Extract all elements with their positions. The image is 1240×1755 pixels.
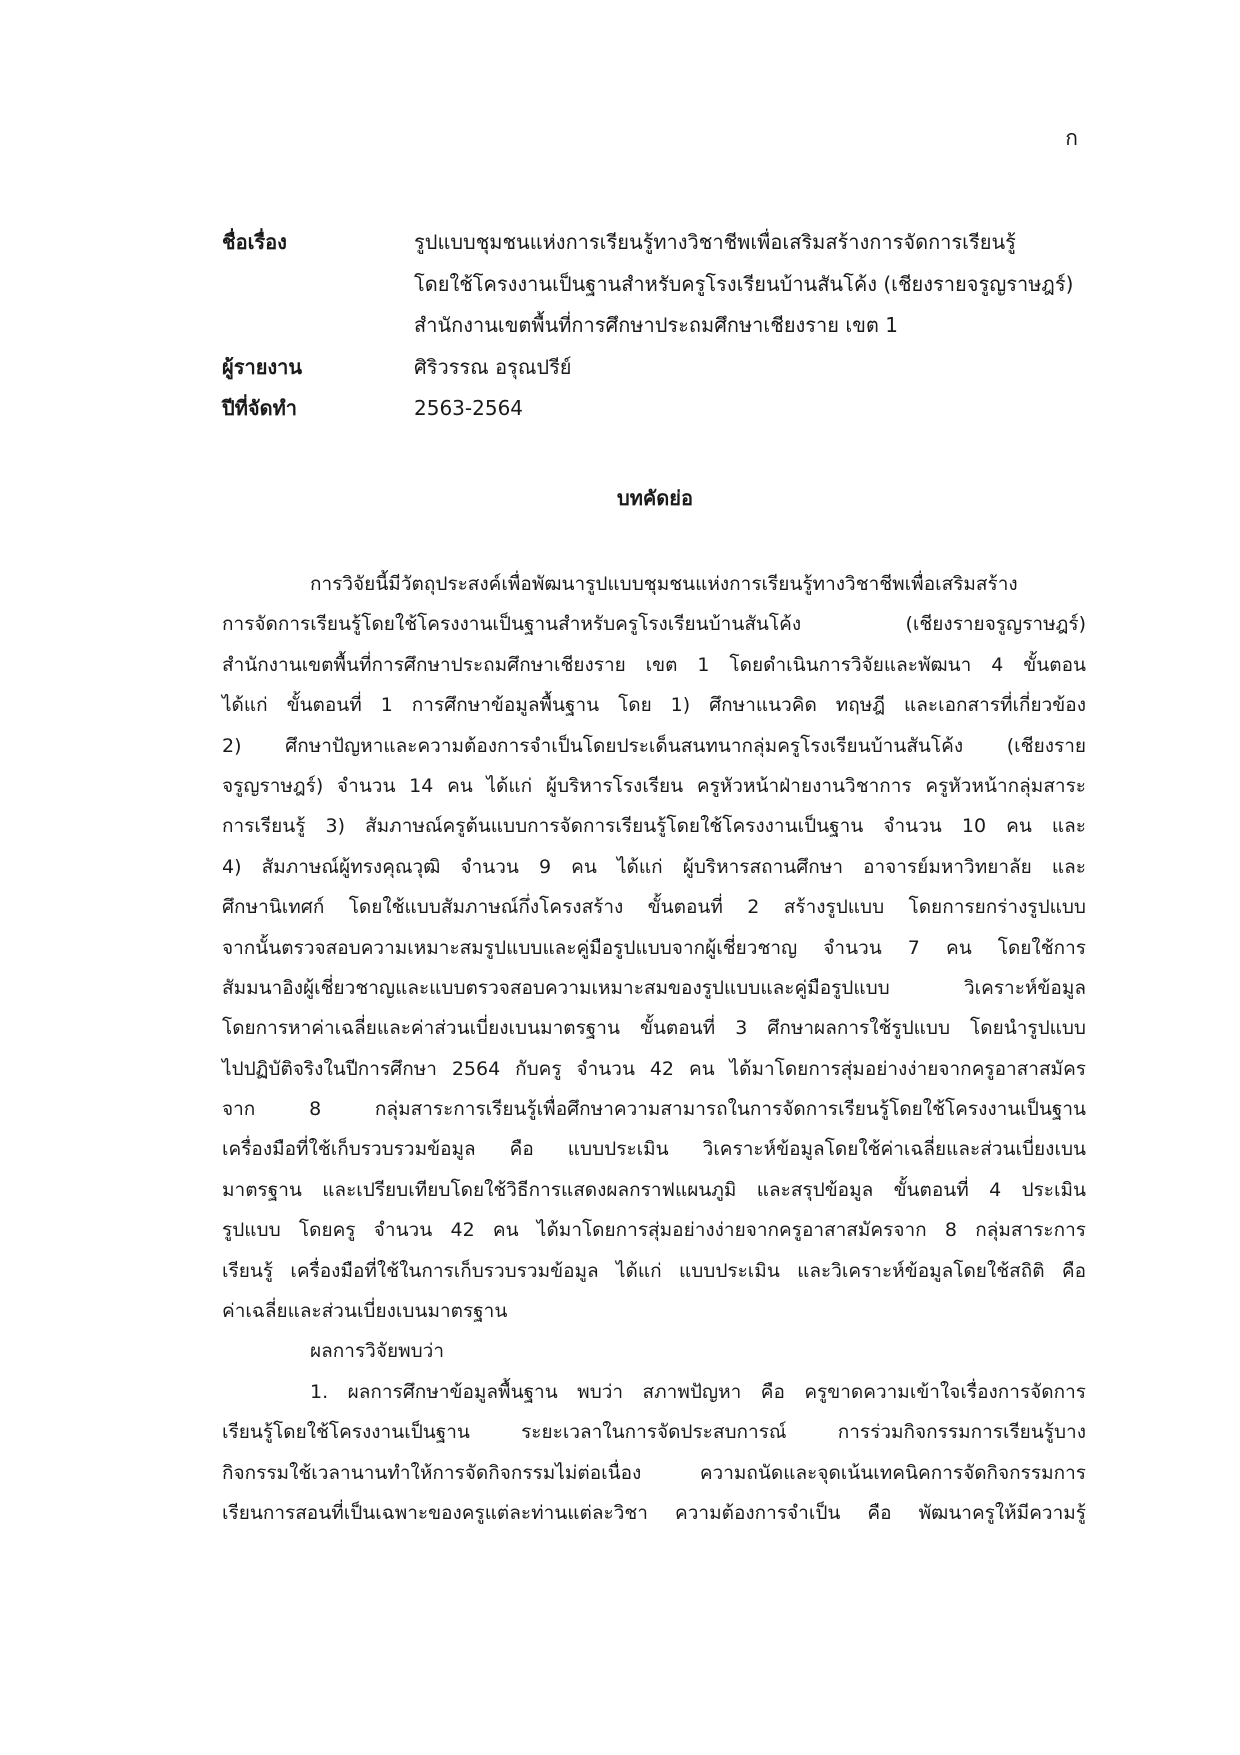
abstract-line: เครื่องมือที่ใช้เก็บรวบรวมข้อมูล คือ แบบประเมิน วิเคราะห์ข้อมูลโดยใช้ค่าเฉลี่ยและส่วนเบี่ยงเบน xyxy=(222,1138,1086,1161)
abstract-line: ได้แก่ ขั้นตอนที่ 1 การศึกษาข้อมูลพื้นฐาน โดย 1) ศึกษาแนวคิด ทฤษฎี และเอกสารที่เกี่ยวข้อง xyxy=(222,694,1086,717)
year-row xyxy=(222,388,1092,430)
abstract-line: เรียนรู้ เครื่องมือที่ใช้ในการเก็บรวบรวมข้อมูล ได้แก่ แบบประเมิน และวิเคราะห์ข้อมูลโดยใช้สถิติ คือ xyxy=(222,1259,1086,1282)
report-metadata xyxy=(222,222,1092,430)
year-label: ปีที่จัดทำ xyxy=(222,396,297,420)
abstract-heading: บทคัดย่อ xyxy=(617,486,693,510)
abstract-line: เรียนการสอนที่เป็นเฉพาะของครูแต่ละท่านแต่ละวิชา ความต้องการจำเป็น คือ พัฒนาครูให้มีความรู้ xyxy=(222,1501,1086,1524)
page-number: ก xyxy=(1065,126,1078,150)
abstract-line: จาก 8 กลุ่มสาระการเรียนรู้เพื่อศึกษาความสามารถในการจัดการเรียนรู้โดยใช้โครงงานเป็นฐาน xyxy=(222,1098,1086,1121)
title-row xyxy=(222,222,1092,347)
abstract-body xyxy=(222,564,1086,1533)
abstract-line: การเรียนรู้ 3) สัมภาษณ์ครูต้นแบบการจัดการเรียนรู้โดยใช้โครงงานเป็นฐาน จำนวน 10 คน และ xyxy=(222,815,1086,838)
abstract-line: มาตรฐาน และเปรียบเทียบโดยใช้วิธีการแสดงผลกราฟแผนภูมิ และสรุปข้อมูล ขั้นตอนที่ 4 ประเมิน xyxy=(222,1178,1086,1201)
abstract-line: การวิจัยนี้มีวัตถุประสงค์เพื่อพัฒนารูปแบบชุมชนแห่งการเรียนรู้ทางวิชาชีพเพื่อเสริมสร้าง xyxy=(310,573,1018,595)
abstract-line: สำนักงานเขตพื้นที่การศึกษาประถมศึกษาเชียงราย เขต 1 โดยดำเนินการวิจัยและพัฒนา 4 ขั้นตอน xyxy=(222,653,1086,676)
abstract-line: จรูญราษฎร์) จำนวน 14 คน ได้แก่ ผู้บริหารโรงเรียน ครูหัวหน้าฝ่ายงานวิชาการ ครูหัวหน้ากลุ่มสาระ xyxy=(222,774,1086,797)
title-line: โดยใช้โครงงานเป็นฐานสำหรับครูโรงเรียนบ้านสันโค้ง (เชียงรายจรูญราษฎร์) xyxy=(414,271,1074,296)
abstract-line: การจัดการเรียนรู้โดยใช้โครงงานเป็นฐานสำหรับครูโรงเรียนบ้านสันโค้ง (เชียงรายจรูญราษฎร์) xyxy=(222,613,1086,636)
abstract-line: จากนั้นตรวจสอบความเหมาะสมรูปแบบและคู่มือรูปแบบจากผู้เชี่ยวชาญ จำนวน 7 คน โดยใช้การ xyxy=(222,936,1086,959)
title-line: สำนักงานเขตพื้นที่การศึกษาประถมศึกษาเชียงราย เขต 1 xyxy=(414,313,898,337)
author-label: ผู้รายงาน xyxy=(222,354,303,379)
abstract-line: กิจกรรมใช้เวลานานทำให้การจัดกิจกรรมไม่ต่อเนื่อง ความถนัดและจุดเน้นเทคนิคการจัดกิจกรรมการ xyxy=(222,1461,1086,1484)
year-value: 2563-2564 xyxy=(414,396,524,420)
title-label: ชื่อเรื่อง xyxy=(222,230,287,254)
abstract-line: ศึกษานิเทศก์ โดยใช้แบบสัมภาษณ์กึ่งโครงสร้าง ขั้นตอนที่ 2 สร้างรูปแบบ โดยการยกร่างรูปแบบ xyxy=(222,896,1086,919)
author-row xyxy=(222,347,1092,389)
abstract-line: รูปแบบ โดยครู จำนวน 42 คน ได้มาโดยการสุ่มอย่างง่ายจากครูอาสาสมัครจาก 8 กลุ่มสาระการ xyxy=(222,1219,1086,1242)
abstract-line: เรียนรู้โดยใช้โครงงานเป็นฐาน ระยะเวลาในการจัดประสบการณ์ การร่วมกิจกรรมการเรียนรู้บาง xyxy=(222,1421,1086,1444)
abstract-line: 4) สัมภาษณ์ผู้ทรงคุณวุฒิ จำนวน 9 คน ได้แก่ ผู้บริหารสถานศึกษา อาจารย์มหาวิทยาลัย และ xyxy=(222,855,1086,878)
title-line: รูปแบบชุมชนแห่งการเรียนรู้ทางวิชาชีพเพื่อเสริมสร้างการจัดการเรียนรู้ xyxy=(414,230,1016,254)
findings-intro: ผลการวิจัยพบว่า xyxy=(310,1340,445,1363)
abstract-line: 1. ผลการศึกษาข้อมูลพื้นฐาน พบว่า สภาพปัญหา คือ ครูขาดความเข้าใจเรื่องการจัดการ xyxy=(310,1380,1086,1403)
abstract-line: ไปปฏิบัติจริงในปีการศึกษา 2564 กับครู จำนวน 42 คน ได้มาโดยการสุ่มอย่างง่ายจากครูอาสาสมัคร xyxy=(222,1057,1086,1080)
author-value: ศิริวรรณ อรุณปรีย์ xyxy=(414,354,572,379)
abstract-line: สัมมนาอิงผู้เชี่ยวชาญและแบบตรวจสอบความเหมาะสมของรูปแบบและคู่มือรูปแบบ วิเคราะห์ข้อมูล xyxy=(222,976,1086,999)
abstract-line: โดยการหาค่าเฉลี่ยและค่าส่วนเบี่ยงเบนมาตรฐาน ขั้นตอนที่ 3 ศึกษาผลการใช้รูปแบบ โดยนำรูปแบบ xyxy=(222,1017,1086,1040)
abstract-line: ค่าเฉลี่ยและส่วนเบี่ยงเบนมาตรฐาน xyxy=(222,1300,508,1323)
title-value xyxy=(414,222,1092,347)
abstract-line: 2) ศึกษาปัญหาและความต้องการจำเป็นโดยประเด็นสนทนากลุ่มครูโรงเรียนบ้านสันโค้ง (เชียงราย xyxy=(222,734,1086,757)
